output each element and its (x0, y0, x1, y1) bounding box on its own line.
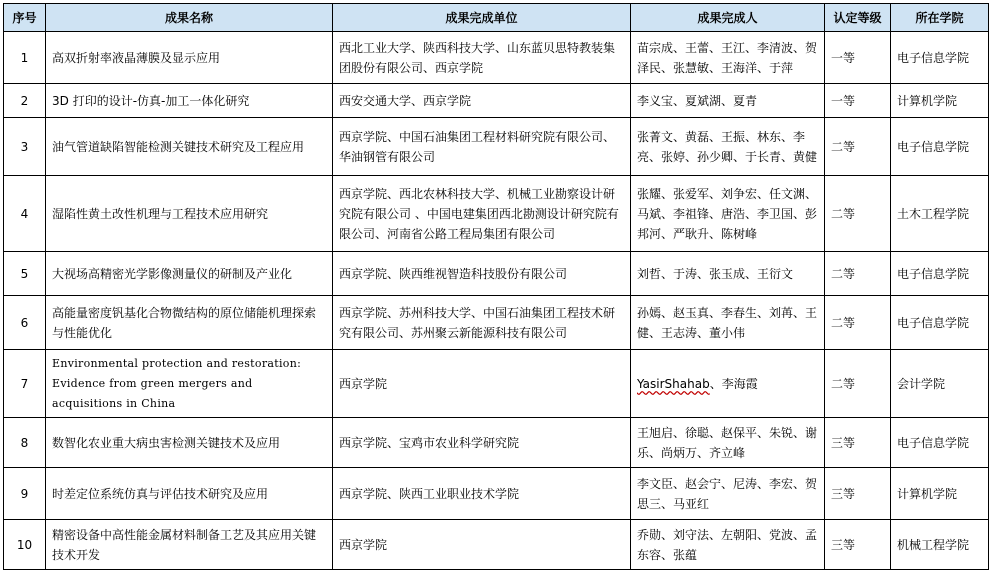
cell-people: 孙嫣、赵玉真、李春生、刘苒、王健、王志涛、董小伟 (631, 296, 825, 350)
cell-name: 高能量密度钒基化合物微结构的原位储能机理探索与性能优化 (46, 296, 333, 350)
cell-name: 数智化农业重大病虫害检测关键技术及应用 (46, 418, 333, 468)
table-row (4, 468, 989, 520)
cell-no: 7 (4, 350, 46, 418)
person-name-latin: YasirShahab (637, 376, 710, 391)
cell-name: Environmental protection and restoration: Evidence from green mergers and acquisitions in China (46, 350, 333, 418)
cell-level: 二等 (825, 176, 891, 252)
cell-units: 西京学院、苏州科技大学、中国石油集团工程技术研究有限公司、苏州聚云新能源科技有限公司 (333, 296, 631, 350)
cell-units: 西北工业大学、陕西科技大学、山东蓝贝思特教装集团股份有限公司、西京学院 (333, 32, 631, 84)
header-school: 所在学院 (891, 4, 989, 32)
table-row (4, 176, 989, 252)
cell-no: 1 (4, 32, 46, 84)
cell-no: 5 (4, 252, 46, 296)
table-row (4, 32, 989, 84)
cell-no: 3 (4, 118, 46, 176)
cell-school: 电子信息学院 (891, 32, 989, 84)
header-units: 成果完成单位 (333, 4, 631, 32)
cell-no: 10 (4, 520, 46, 570)
cell-level: 一等 (825, 32, 891, 84)
cell-people: 张耀、张爱军、刘争宏、任文渊、马斌、李祖锋、唐浩、李卫国、彭邦河、严耿升、陈树峰 (631, 176, 825, 252)
cell-people: 苗宗成、王蕾、王江、李清波、贺泽民、张慧敏、王海洋、于萍 (631, 32, 825, 84)
cell-no: 8 (4, 418, 46, 468)
cell-units: 西京学院、中国石油集团工程材料研究院有限公司、华油钢管有限公司 (333, 118, 631, 176)
cell-name: 精密设备中高性能金属材料制备工艺及其应用关键技术开发 (46, 520, 333, 570)
cell-name: 3D 打印的设计-仿真-加工一体化研究 (46, 84, 333, 118)
header-people: 成果完成人 (631, 4, 825, 32)
cell-level: 三等 (825, 520, 891, 570)
cell-school: 会计学院 (891, 350, 989, 418)
cell-level: 二等 (825, 118, 891, 176)
cell-level: 二等 (825, 252, 891, 296)
cell-units: 西京学院 (333, 520, 631, 570)
cell-people: 王旭启、徐聪、赵保平、朱锐、谢乐、尚炳万、齐立峰 (631, 418, 825, 468)
cell-school: 电子信息学院 (891, 252, 989, 296)
cell-school: 机械工程学院 (891, 520, 989, 570)
cell-people: 乔勋、刘守法、左朝阳、党波、孟东容、张蕴 (631, 520, 825, 570)
cell-people: 李文臣、赵会宁、尼涛、李宏、贺思三、马亚红 (631, 468, 825, 520)
cell-level: 二等 (825, 296, 891, 350)
cell-level: 三等 (825, 418, 891, 468)
cell-school: 土木工程学院 (891, 176, 989, 252)
cell-units: 西京学院 (333, 350, 631, 418)
cell-level: 三等 (825, 468, 891, 520)
cell-school: 电子信息学院 (891, 418, 989, 468)
cell-units: 西京学院、西北农林科技大学、机械工业勘察设计研究院有限公司 、中国电建集团西北勘测设计研究院有限公司、河南省公路工程局集团有限公司 (333, 176, 631, 252)
cell-people: 张菁文、黄磊、王振、林东、李亮、张婷、孙少卿、于长青、黄健 (631, 118, 825, 176)
cell-units: 西安交通大学、西京学院 (333, 84, 631, 118)
cell-people (631, 350, 825, 418)
results-table (3, 3, 989, 570)
cell-level: 二等 (825, 350, 891, 418)
cell-name: 油气管道缺陷智能检测关键技术研究及工程应用 (46, 118, 333, 176)
table-row (4, 84, 989, 118)
cell-no: 2 (4, 84, 46, 118)
cell-name: 高双折射率液晶薄膜及显示应用 (46, 32, 333, 84)
cell-no: 4 (4, 176, 46, 252)
cell-school: 电子信息学院 (891, 118, 989, 176)
person-name-rest: 、李海霞 (709, 376, 758, 391)
cell-name: 大视场高精密光学影像测量仪的研制及产业化 (46, 252, 333, 296)
table-row (4, 418, 989, 468)
cell-school: 计算机学院 (891, 84, 989, 118)
table-row (4, 520, 989, 570)
cell-level: 一等 (825, 84, 891, 118)
cell-no: 6 (4, 296, 46, 350)
table-row (4, 296, 989, 350)
cell-name: 时差定位系统仿真与评估技术研究及应用 (46, 468, 333, 520)
cell-school: 电子信息学院 (891, 296, 989, 350)
table-row (4, 350, 989, 418)
cell-people: 李义宝、夏斌湖、夏青 (631, 84, 825, 118)
table-row (4, 118, 989, 176)
header-name: 成果名称 (46, 4, 333, 32)
cell-school: 计算机学院 (891, 468, 989, 520)
cell-people: 刘哲、于涛、张玉成、王衍文 (631, 252, 825, 296)
cell-units: 西京学院、陕西维视智造科技股份有限公司 (333, 252, 631, 296)
cell-name: 湿陷性黄土改性机理与工程技术应用研究 (46, 176, 333, 252)
header-no: 序号 (4, 4, 46, 32)
table-row (4, 252, 989, 296)
cell-no: 9 (4, 468, 46, 520)
table-header-row (4, 4, 989, 32)
header-level: 认定等级 (825, 4, 891, 32)
cell-units: 西京学院、陕西工业职业技术学院 (333, 468, 631, 520)
cell-units: 西京学院、宝鸡市农业科学研究院 (333, 418, 631, 468)
